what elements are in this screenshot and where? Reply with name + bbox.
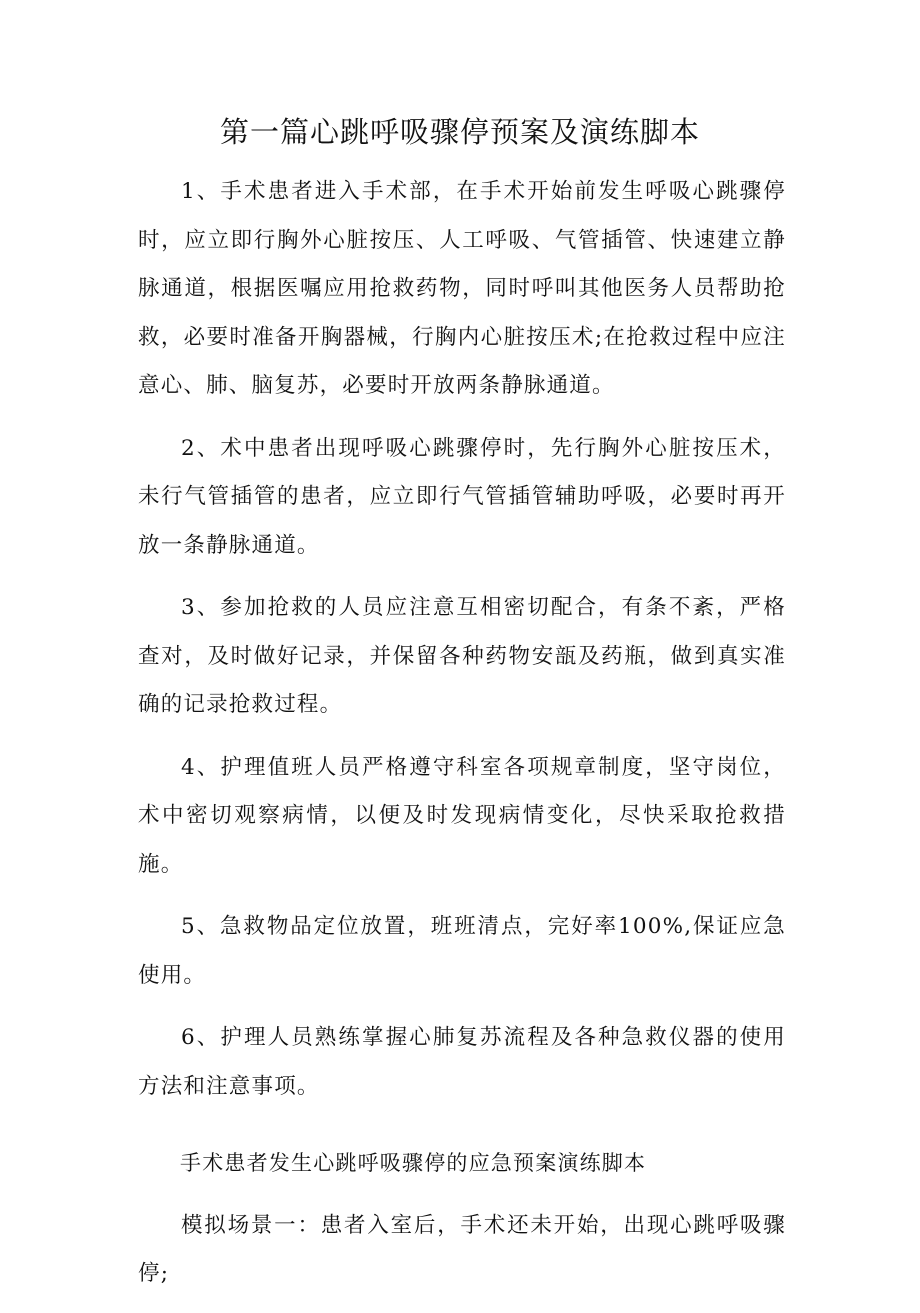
paragraph-6: 6、护理人员熟练掌握心肺复苏流程及各种急救仪器的使用方法和注意事项。 bbox=[138, 1025, 786, 1099]
paragraph-2: 2、术中患者出现呼吸心跳骤停时，先行胸外心脏按压术，未行气管插管的患者，应立即行气管插管辅助呼吸，必要时再开放一条静脉通道。 bbox=[138, 435, 786, 558]
document-title: 第一篇心跳呼吸骤停预案及演练脚本 bbox=[219, 115, 700, 149]
paragraph-4: 4、护理值班人员严格遵守科室各项规章制度，坚守岗位，术中密切观察病情，以便及时发现病情变化，尽快采取抢救措施。 bbox=[138, 754, 786, 877]
paragraph-3: 3、参加抢救的人员应注意互相密切配合，有条不紊，严格查对，及时做好记录，并保留各种药物安瓿及药瓶，做到真实准确的记录抢救过程。 bbox=[138, 595, 786, 717]
scene-one-paragraph: 模拟场景一：患者入室后，手术还未开始，出现心跳呼吸骤停; bbox=[138, 1212, 786, 1286]
document-body bbox=[138, 168, 786, 1313]
paragraph-1: 1、手术患者进入手术部，在手术开始前发生呼吸心跳骤停时，应立即行胸外心脏按压、人工呼吸、气管插管、快速建立静脉通道，根据医嘱应用抢救药物，同时呼叫其他医务人员帮助抢救，必要时准备开胸器械，行胸内心脏按压术;在抢救过程中应注意心、肺、脑复苏，必要时开放两条静脉通道。 bbox=[138, 179, 786, 398]
drill-script-heading: 手术患者发生心跳呼吸骤停的应急预案演练脚本 bbox=[180, 1151, 647, 1175]
paragraph-5: 5、急救物品定位放置，班班清点，完好率100%,保证应急使用。 bbox=[138, 914, 786, 988]
